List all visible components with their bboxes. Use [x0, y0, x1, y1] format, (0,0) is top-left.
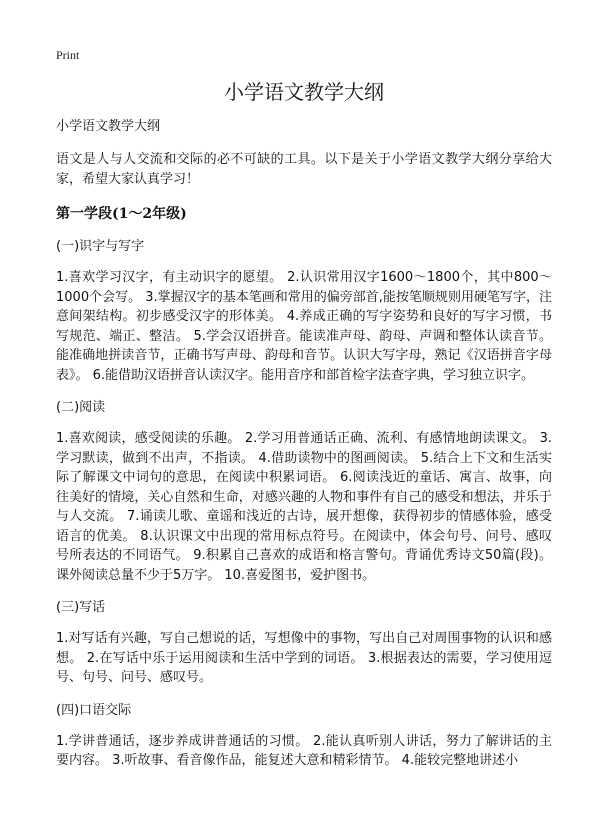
section-writing [56, 599, 552, 688]
section-heading: (二)阅读 [56, 400, 106, 415]
section-reading [56, 399, 552, 585]
stage-heading: 第一学段(1～2年级) [56, 206, 187, 222]
document-title: 小学语文教学大纲 [224, 80, 384, 104]
section-body: 1.喜欢阅读，感受阅读的乐趣。 2.学习用普通话正确、流利、有感情地朗读课文。 3.学习默读，做到不出声，不指读。 4.借助读物中的图画阅读。 5.结合上下文和生活实际了解课文中词句的意思，在阅读中积累词语。 6.阅读浅近的童话、寓言、故事，向往美好的情境，关心自然和生命，对感兴趣的人物和事件有自己的感受和想法，并乐于与人交流。 7.诵读儿歌、童谣和浅近的古诗，展开想像，获得初步的情感体验，感受语言的优美。 8.认识课文中出现的常用标点符号。在阅读中，体会句号、问号、感叹号所表达的不同语气。 9.积累自己喜欢的成语和格言警句。背诵优秀诗文50篇(段)。课外阅读总量不少于5万字。 10.喜爱图书，爱护图书。 [56, 431, 552, 583]
section-literacy [56, 238, 552, 385]
document-body [56, 78, 552, 785]
section-heading: (三)写话 [56, 600, 106, 615]
section-body: 1.喜欢学习汉字，有主动识字的愿望。 2.认识常用汉字1600～1800个，其中800～1000个会写。 3.掌握汉字的基本笔画和常用的偏旁部首,能按笔顺规则用硬笔写字，注意间架结构。初步感受汉字的形体美。 4.养成正确的写字姿势和良好的写字习惯，书写规范、端正、整洁。 5.学会汉语拼音。能读准声母、韵母、声调和整体认读音节。能准确地拼读音节，正确书写声母、韵母和音节。认识大写字母，熟记《汉语拼音字母表》。 6.能借助汉语拼音认读汉字。能用音序和部首检字法查字典，学习独立识字。 [56, 270, 552, 383]
document-subtitle: 小学语文教学大纲 [56, 119, 161, 134]
section-heading: (四)口语交际 [56, 702, 132, 718]
section-oral-communication [56, 702, 552, 771]
section-body: 1.对写话有兴趣，写自己想说的话，写想像中的事物，写出自己对周围事物的认识和感想。 2.在写话中乐于运用阅读和生活中学到的词语。 3.根据表达的需要，学习使用逗号、句号、问号、感叹号。 [56, 631, 552, 685]
section-heading: (一)识字与写字 [56, 239, 145, 254]
section-body: 1.学讲普通话，逐步养成讲普通话的习惯。 2.能认真听别人讲话，努力了解讲话的主要内容。 3.听故事、看音像作品，能复述大意和精彩情节。 4.能较完整地讲述小 [56, 733, 552, 768]
intro-paragraph: 语文是人与人交流和交际的必不可缺的工具。以下是关于小学语文教学大纲分享给大家，希望大家认真学习！ [56, 152, 552, 187]
print-link[interactable]: Print [56, 48, 80, 62]
